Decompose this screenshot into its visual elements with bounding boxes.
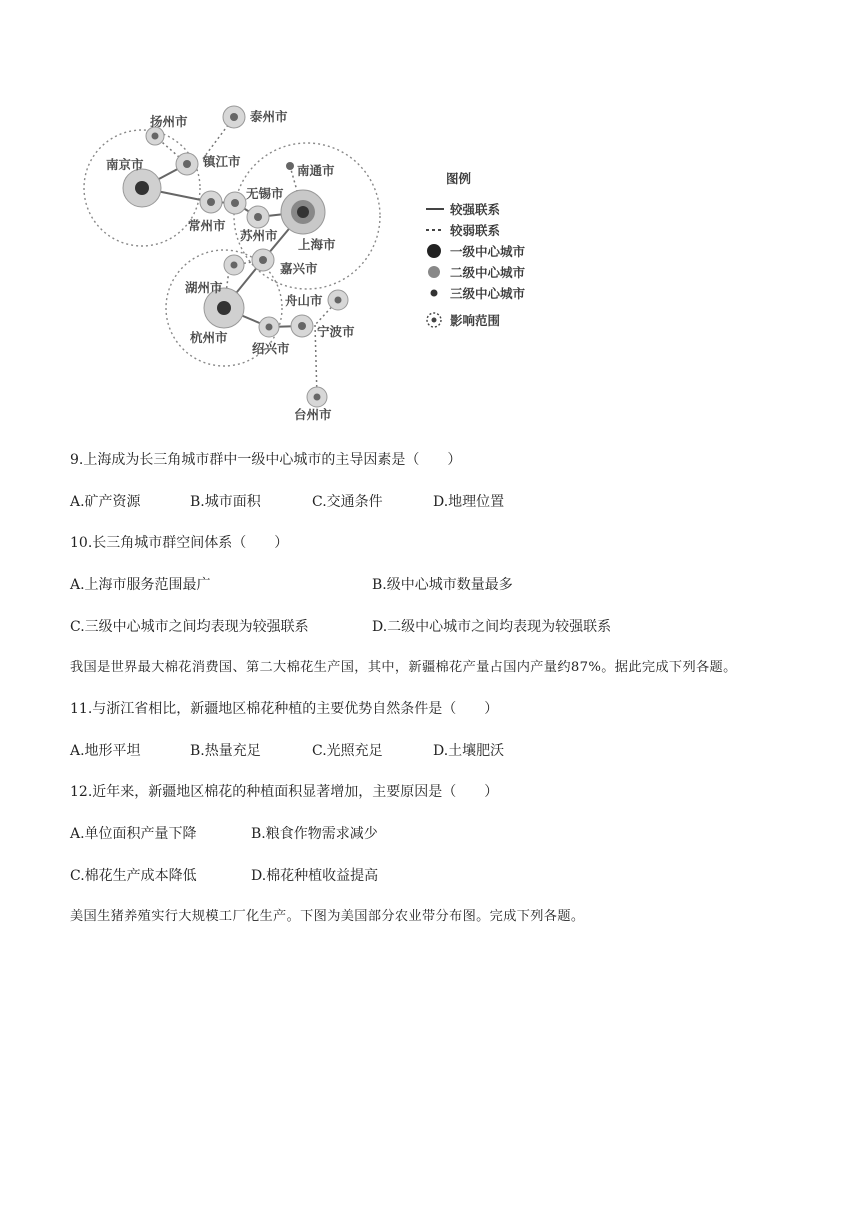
city-label: 扬州市: [150, 114, 188, 129]
city-marker-shaoxing: [259, 317, 279, 337]
city-marker-ningbo: [291, 315, 313, 337]
q11-stem: 11.与浙江省相比，新疆地区棉花种植的主要优势自然条件是（ ）: [70, 701, 499, 717]
city-label: 南京市: [106, 157, 144, 172]
q12-option-b: B.粮食作物需求减少: [251, 826, 378, 842]
q12-option-d: D.棉花种植收益提高: [251, 868, 379, 884]
legend-item: 一级中心城市: [450, 244, 526, 259]
q9-option-a: A.矿产资源: [70, 494, 141, 510]
city-label: 绍兴市: [252, 341, 290, 356]
q10-option-c: C.三级中心城市之间均表现为较强联系: [70, 619, 309, 635]
legend-item: 三级中心城市: [450, 286, 526, 301]
legend-title: 图例: [446, 171, 472, 186]
q11-option-d: D.土壤肥沃: [433, 743, 505, 759]
city-marker-zhoushan: [328, 290, 348, 310]
q11-option-b: B.热量充足: [190, 743, 261, 759]
city-label: 舟山市: [285, 293, 323, 308]
city-network-map: [70, 90, 560, 430]
city-label: 宁波市: [317, 324, 355, 339]
city-marker-wuxi: [224, 192, 246, 214]
city-label: 常州市: [188, 218, 226, 233]
legend-item: 影响范围: [450, 313, 501, 328]
map-legend: [426, 171, 526, 328]
legend-item: 较强联系: [450, 202, 501, 217]
q9-option-d: D.地理位置: [433, 494, 505, 510]
city-label: 嘉兴市: [280, 261, 318, 276]
legend-item: 二级中心城市: [450, 265, 526, 280]
city-label: 泰州市: [250, 109, 288, 124]
city-marker-yangzhou: [146, 127, 164, 145]
city-label: 湖州市: [185, 280, 223, 295]
q10-option-b: B.级中心城市数量最多: [372, 577, 513, 593]
passage-cotton: 我国是世界最大棉花消费国、第二大棉花生产国，其中，新疆棉花产量占国内产量约87%。据此完成下列各题。: [70, 660, 737, 675]
q11-option-a: A.地形平坦: [70, 743, 141, 759]
city-label: 苏州市: [240, 228, 278, 243]
q9-stem: 9.上海成为长三角城市群中一级中心城市的主导因素是（ ）: [70, 452, 462, 468]
q10-option-d: D.二级中心城市之间均表现为较强联系: [372, 619, 612, 635]
city-marker-huzhou: [224, 255, 244, 275]
city-label: 镇江市: [203, 154, 241, 169]
legend-item: 较弱联系: [450, 223, 501, 238]
city-marker-nantong: [286, 162, 294, 170]
city-marker-suzhou: [247, 206, 269, 228]
city-label: 无锡市: [246, 186, 284, 201]
q12-option-c: C.棉花生产成本降低: [70, 868, 197, 884]
city-label: 南通市: [297, 163, 335, 178]
q10-stem: 10.长三角城市群空间体系（ ）: [70, 535, 289, 551]
q12-option-a: A.单位面积产量下降: [70, 826, 197, 842]
city-marker-jiaxing: [252, 249, 274, 271]
q9-option-c: C.交通条件: [312, 494, 383, 510]
city-marker-zhenjiang: [176, 153, 198, 175]
city-label: 台州市: [294, 407, 332, 422]
city-marker-taizhou-zj: [307, 387, 327, 407]
q12-stem: 12.近年来，新疆地区棉花的种植面积显著增加，主要原因是（ ）: [70, 784, 499, 800]
q11-option-c: C.光照充足: [312, 743, 383, 759]
city-marker-changzhou: [200, 191, 222, 213]
city-marker-taizhou-js: [223, 106, 245, 128]
city-marker-shanghai: [281, 190, 325, 234]
city-marker-nanjing: [123, 169, 161, 207]
passage-us-hog: 美国生猪养殖实行大规模工厂化生产。下图为美国部分农业带分布图。完成下列各题。: [70, 909, 585, 924]
city-label: 上海市: [298, 237, 336, 252]
city-markers: [123, 106, 348, 407]
city-label: 杭州市: [190, 330, 228, 345]
q10-option-a: A.上海市服务范围最广: [70, 577, 211, 593]
q9-option-b: B.城市面积: [190, 494, 261, 510]
